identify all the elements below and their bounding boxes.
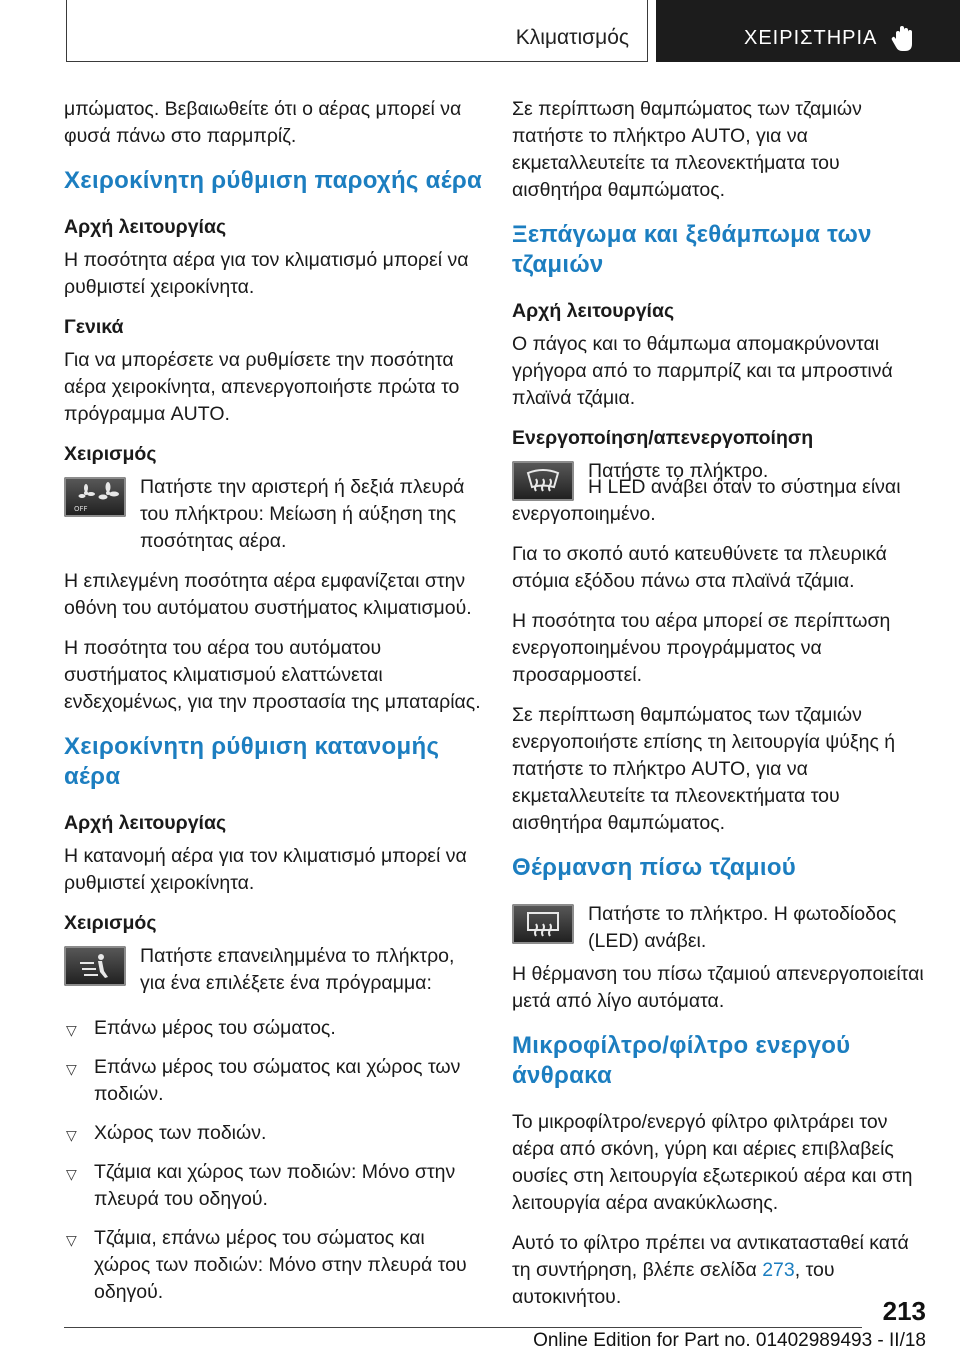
page-header bbox=[0, 0, 960, 66]
subheading: Χειρισμός bbox=[64, 912, 157, 934]
section-title: Κλιματισμός bbox=[515, 26, 629, 49]
section-heading: Χειροκίνητη ρύθμιση παροχής αέρα bbox=[64, 167, 483, 194]
paragraph: Σε περίπτωση θαμπώματος των τζαμιών ενεργοποιήστε επίσης τη λειτουργία ψύξης ή πατήστε το πλήκτρο AUTO, για να εκμεταλλευτείτε τα πλεονεκτήματα του αισθητήρα θαμπώματος. bbox=[512, 704, 896, 834]
section-heading: Ξεπάγωμα και ξεθάμπωμα των τζαμιών bbox=[512, 221, 872, 278]
hand-pointer-icon bbox=[888, 22, 920, 54]
list-item bbox=[64, 1054, 484, 1108]
paragraph: Ο πάγος και το θάμπωμα απομακρύνονται γρήγορα από το παρμπρίζ και τα μπροστινά πλαϊνά τζάμια. bbox=[512, 333, 893, 409]
paragraph bbox=[512, 1230, 932, 1311]
subheading: Αρχή λειτουργίας bbox=[64, 216, 227, 238]
rear-window-heat-icon bbox=[512, 904, 574, 944]
list-item-text: Τζάμια και χώρος των ποδιών: Μόνο στην πλευρά του οδηγού. bbox=[94, 1161, 456, 1210]
rear-window-heat-button-image bbox=[512, 904, 574, 944]
rear-heat-button-row bbox=[512, 901, 932, 955]
subheading: Αρχή λειτουργίας bbox=[512, 300, 675, 322]
footer-divider bbox=[64, 1327, 862, 1328]
list-item-text: Επάνω μέρος του σώματος. bbox=[94, 1017, 336, 1039]
triangle-bullet-icon: ▽ bbox=[66, 1232, 77, 1248]
defrost-button-image bbox=[512, 461, 574, 501]
triangle-bullet-icon: ▽ bbox=[66, 1022, 77, 1038]
subheading: Γενικά bbox=[64, 316, 124, 338]
paragraph: Πατήστε την αριστερή ή δεξιά πλευρά του πλήκτρου: Μείωση ή αύξηση της ποσότητας αέρα. bbox=[140, 476, 465, 552]
list-item-text: Επάνω μέρος του σώματος και χώρος των ποδιών. bbox=[94, 1056, 461, 1105]
paragraph: μπώματος. Βεβαιωθείτε ότι ο αέρας μπορεί να φυσά πάνω στο παρμπρίζ. bbox=[64, 98, 462, 147]
fan-button-label: OFF bbox=[74, 505, 88, 513]
list-item-text: Τζάμια, επάνω μέρος του σώματος και χώρος των ποδιών: Μόνο στην πλευρά του οδηγού. bbox=[94, 1227, 467, 1303]
list-item bbox=[64, 1159, 484, 1213]
list-item bbox=[64, 1225, 484, 1306]
paragraph: Για το σκοπό αυτό κατευθύνετε τα πλευρικά στόμια εξόδου πάνω στα πλαϊνά τζάμια. bbox=[512, 543, 887, 592]
section-heading: Χειροκίνητη ρύθμιση κατανομής αέρα bbox=[64, 733, 440, 790]
paragraph-text: , του αυτοκινήτου. bbox=[512, 1259, 835, 1308]
triangle-bullet-icon: ▽ bbox=[66, 1127, 77, 1143]
section-heading: Θέρμανση πίσω τζαμιού bbox=[512, 854, 797, 881]
list-item bbox=[64, 1015, 484, 1042]
air-distribution-button-image bbox=[64, 946, 126, 986]
paragraph: Η ποσότητα του αέρα μπορεί σε περίπτωση ενεργοποιημένου προγράμματος να προσαρμοστεί. bbox=[512, 610, 891, 686]
chapter-tab bbox=[656, 0, 960, 62]
right-column bbox=[512, 96, 932, 1311]
paragraph: Η κατανομή αέρα για τον κλιματισμό μπορεί να ρυθμιστεί χειροκίνητα. bbox=[64, 845, 467, 894]
paragraph: Η επιλεγμένη ποσότητα αέρα εμφανίζεται στην οθόνη του αυτόματου συστήματος κλιματισμού. bbox=[64, 570, 472, 619]
list-item bbox=[64, 1120, 484, 1147]
paragraph-text: Αυτό το φίλτρο πρέπει να αντικατασταθεί κατά τη συντήρηση, βλέπε σελίδα bbox=[512, 1232, 909, 1281]
paragraph: Η θέρμανση του πίσω τζαμιού απενεργοποιείται μετά από λίγο αυτόματα. bbox=[512, 963, 924, 1012]
program-list bbox=[64, 1015, 484, 1306]
fan-button-row bbox=[64, 474, 484, 555]
left-column bbox=[64, 96, 484, 1318]
section-heading: Μικροφίλτρο/φίλτρο ενεργού άνθρακα bbox=[512, 1032, 851, 1089]
fan-icon bbox=[64, 477, 126, 517]
windshield-defrost-icon bbox=[512, 461, 574, 501]
list-item-text: Χώρος των ποδιών. bbox=[94, 1122, 267, 1144]
subheading: Αρχή λειτουργίας bbox=[64, 812, 227, 834]
section-tab bbox=[66, 0, 648, 62]
subheading: Χειρισμός bbox=[64, 443, 157, 465]
triangle-bullet-icon: ▽ bbox=[66, 1166, 77, 1182]
paragraph: Πατήστε επανειλημμένα το πλήκτρο, για ένα επιλέξετε ένα πρόγραμμα: bbox=[140, 945, 455, 994]
edition-note: Online Edition for Part no. 01402989493 - II/18 bbox=[533, 1330, 926, 1351]
paragraph: Πατήστε το πλήκτρο. Η φωτοδίοδος (LED) ανάβει. bbox=[588, 903, 897, 952]
subheading: Ενεργοποίηση/απενεργοποίηση bbox=[512, 427, 814, 449]
paragraph: Σε περίπτωση θαμπώματος των τζαμιών πατήστε το πλήκτρο AUTO, για να εκμεταλλευτείτε τα πλεονεκτήματα του αισθητήρα θαμπώματος. bbox=[512, 98, 862, 201]
distribution-button-row bbox=[64, 943, 484, 997]
paragraph: Η ποσότητα αέρα για τον κλιματισμό μπορεί να ρυθμιστεί χειροκίνητα. bbox=[64, 249, 469, 298]
paragraph: Πατήστε το πλήκτρο. bbox=[588, 460, 769, 482]
page-reference-link[interactable]: 273 bbox=[762, 1259, 795, 1281]
fan-speed-button-image bbox=[64, 477, 126, 517]
chapter-title: ΧΕΙΡΙΣΤΗΡΙΑ bbox=[744, 27, 878, 49]
page-number: 213 bbox=[882, 1296, 926, 1326]
paragraph: Για να μπορέσετε να ρυθμίσετε την ποσότητα αέρα χειροκίνητα, απενεργοποιήστε πρώτα το πρόγραμμα AUTO. bbox=[64, 349, 460, 425]
paragraph: Η ποσότητα του αέρα του αυτόματου συστήματος κλιματισμού ελαττώνεται ενδεχομένως, για την προστασία της μπαταρίας. bbox=[64, 637, 481, 713]
paragraph: Το μικροφίλτρο/ενεργό φίλτρο φιλτράρει τον αέρα από σκόνη, γύρη και αέριες επιβλαβείς ουσίες στη λειτουργία εξωτερικού αέρα και στη λειτουργία αέρα ανακύκλωσης. bbox=[512, 1111, 913, 1214]
triangle-bullet-icon: ▽ bbox=[66, 1061, 77, 1077]
paragraph: Η LED ανάβει όταν το σύστημα είναι ενεργοποιημένο. bbox=[512, 476, 901, 525]
air-distribution-icon bbox=[64, 946, 126, 986]
